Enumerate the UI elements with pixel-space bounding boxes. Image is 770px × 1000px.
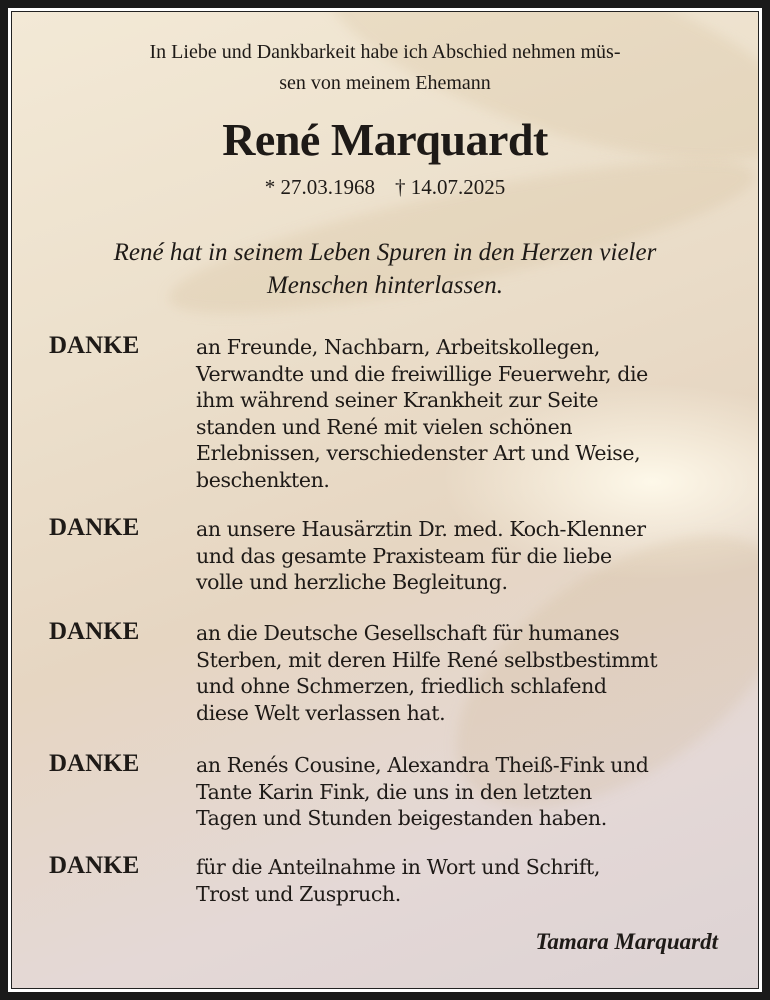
thanks-text (196, 854, 600, 907)
quote (12, 236, 758, 302)
thanks-text (196, 516, 646, 596)
quote-line: René hat in seinem Leben Spuren in den Herzen vieler (113, 239, 657, 266)
thanks-line: diese Welt verlassen hat. (196, 700, 446, 725)
thanks-line: an unsere Hausärztin Dr. med. Koch-Klenner (196, 517, 646, 541)
thanks-line: und das gesamte Praxisteam für die liebe (196, 543, 612, 568)
thanks-text (196, 620, 657, 726)
thanks-line: Tante Karin Fink, die uns in den letzten (196, 779, 592, 804)
intro-line: In Liebe und Dankbarkeit habe ich Abschied nehmen müs- (149, 41, 621, 63)
danke-label: DANKE (49, 618, 140, 645)
thanks-line: standen und René mit vielen schönen (196, 414, 573, 439)
obituary-frame (8, 8, 762, 992)
life-dates (12, 175, 758, 200)
signature: Tamara Marquardt (535, 929, 718, 954)
thanks-line: volle und herzliche Begleitung. (196, 570, 508, 594)
death-date: † 14.07.2025 (395, 175, 506, 199)
thanks-line: für die Anteilnahme in Wort und Schrift, (196, 855, 600, 879)
thanks-line: Verwandte und die freiwillige Feuerwehr, die (196, 361, 648, 386)
thanks-text (196, 752, 649, 832)
thanks-line: ihm während seiner Krankheit zur Seite (196, 388, 599, 412)
danke-label: DANKE (49, 852, 140, 879)
thanks-line: an Renés Cousine, Alexandra Theiß-Fink und (196, 753, 649, 777)
thanks-text (196, 334, 648, 493)
thanks-line: beschenkten. (196, 467, 330, 492)
quote-line: Menschen hinterlassen. (266, 272, 504, 299)
thanks-line: Tagen und Stunden beigestanden haben. (196, 806, 607, 830)
thanks-line: und ohne Schmerzen, friedlich schlafend (196, 674, 607, 698)
obituary-card (11, 11, 759, 989)
deceased-name: René Marquardt (222, 114, 548, 165)
danke-label: DANKE (49, 332, 140, 359)
thanks-line: an die Deutsche Gesellschaft für humanes (196, 621, 620, 645)
danke-label: DANKE (49, 514, 140, 541)
thanks-line: Erlebnissen, verschiedenster Art und Weise, (196, 441, 641, 465)
danke-label: DANKE (49, 750, 140, 777)
intro-text (12, 37, 758, 99)
thanks-line: an Freunde, Nachbarn, Arbeitskollegen, (196, 335, 600, 359)
intro-line: sen von meinem Ehemann (279, 72, 491, 94)
thanks-line: Sterben, mit deren Hilfe René selbstbestimmt (196, 647, 658, 672)
birth-date: * 27.03.1968 (264, 175, 375, 199)
thanks-line: Trost und Zuspruch. (196, 881, 401, 906)
